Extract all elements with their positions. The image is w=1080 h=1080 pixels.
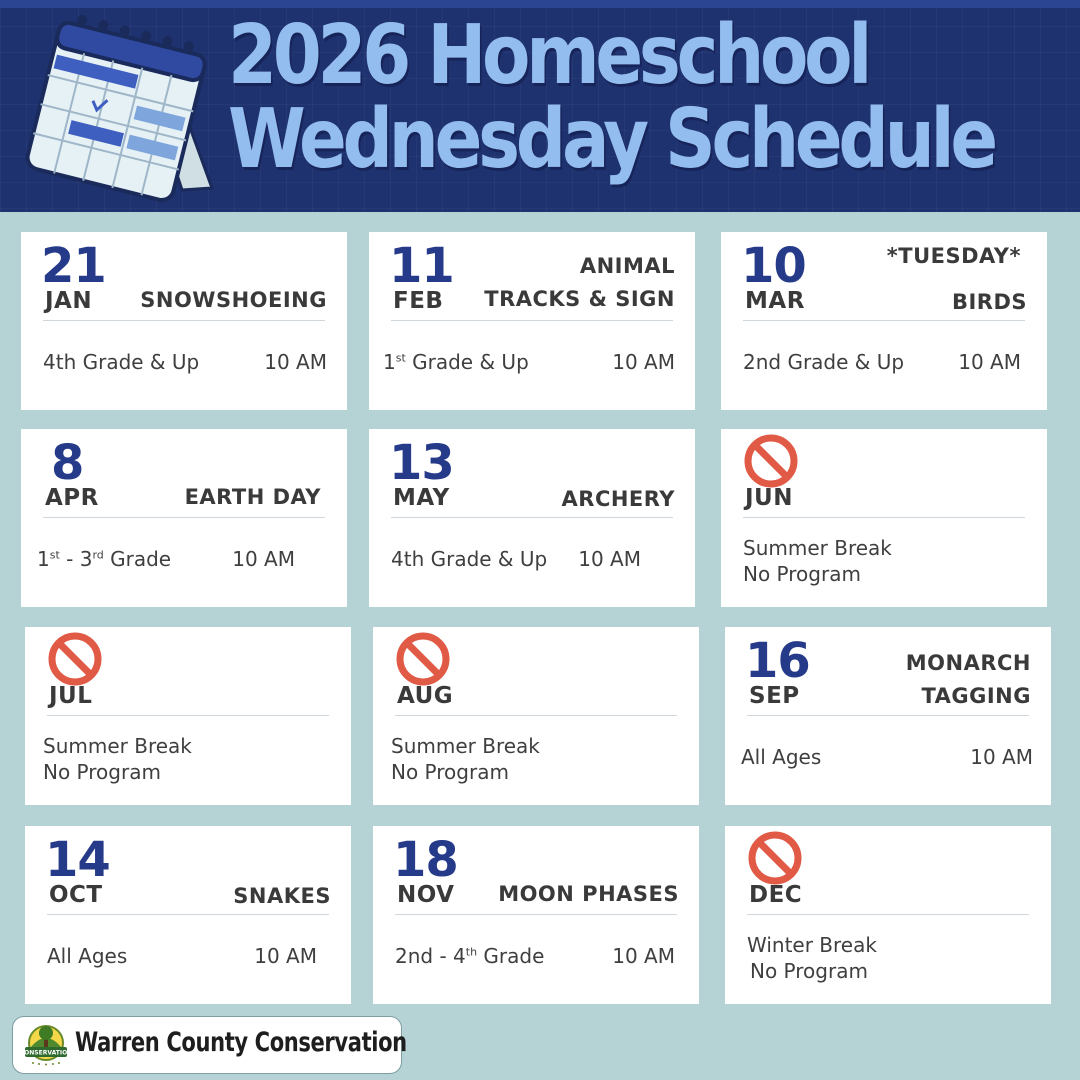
header-banner [0,0,1080,212]
grade-label [395,944,544,968]
grade-number: 1 [383,350,396,374]
conservation-badge-icon [19,1023,73,1067]
grade-ordinal: st [49,548,60,562]
time-label: 10 AM [232,547,295,571]
grade-range: - 3 [59,547,93,571]
grade-label: All Ages [47,944,128,968]
divider [743,517,1025,518]
time-label: 10 AM [970,745,1033,769]
no-symbol-icon [47,631,103,687]
schedule-card-nov [373,826,699,1004]
time-label: 10 AM [958,350,1021,374]
no-program-note [747,932,877,984]
event-note: *TUESDAY* [886,244,1021,268]
day-number: 13 [389,435,454,491]
schedule-card-may [369,429,695,607]
note-line-1: Winter Break [747,933,877,957]
day-number: 16 [745,633,810,689]
month-label: APR [45,485,99,511]
no-symbol-icon [747,830,803,886]
title-line-2: Wednesday Schedule [228,92,994,187]
event-title: MOON PHASES [498,882,679,906]
day-number: 10 [741,238,806,294]
schedule-card-jul [25,627,351,805]
time-label: 10 AM [578,547,641,571]
event-title-line-1: MONARCH [905,651,1031,675]
schedule-card-jun [721,429,1047,607]
divider [747,914,1029,915]
org-logo [12,1016,407,1074]
event-title: SNAKES [233,884,331,908]
calendar-icon [22,8,222,208]
org-name: Warren County Conservation [75,1027,407,1058]
schedule-card-dec [725,826,1051,1004]
month-label: JUL [49,683,93,709]
grade-ordinal: st [395,351,406,365]
note-line-2: No Program [750,959,868,983]
event-title [906,647,1031,713]
divider [47,715,329,716]
month-label: FEB [393,288,444,314]
divider [43,320,325,321]
day-number: 8 [51,435,84,491]
event-title: ARCHERY [561,487,675,511]
day-number: 11 [389,238,454,294]
header-top-line [0,0,1080,8]
divider [395,715,677,716]
day-number: 21 [41,238,106,294]
time-label: 10 AM [264,350,327,374]
grade-label [383,350,529,374]
day-number: 14 [45,832,110,888]
month-label: MAY [393,485,450,511]
grade-label: 4th Grade & Up [391,547,548,571]
no-symbol-icon [743,433,799,489]
time-label: 10 AM [612,350,675,374]
time-label: 10 AM [612,944,675,968]
month-label: AUG [397,683,454,709]
time-label: 10 AM [254,944,317,968]
divider [43,517,325,518]
note-line-1: Summer Break [391,734,540,758]
note-line-2: No Program [391,760,509,784]
divider [747,715,1029,716]
divider [743,320,1025,321]
month-label: DEC [749,882,803,908]
event-title: BIRDS [951,290,1027,314]
schedule-card-apr [21,429,347,607]
no-program-note [43,733,192,785]
grade-label: 2nd Grade & Up [743,350,905,374]
schedule-card-jan [21,232,347,410]
month-label: MAR [745,288,805,314]
month-label: JUN [745,485,793,511]
divider [391,320,673,321]
no-program-note [743,535,892,587]
grade-ordinal: th [465,945,478,959]
grade-text: Grade & Up [405,350,529,374]
event-title-line-2: TRACKS & SIGN [484,287,675,311]
title-line-1: 2026 Homeschool [228,8,869,103]
schedule-card-oct [25,826,351,1004]
month-label: NOV [397,882,455,908]
divider [391,517,673,518]
grade-text: Grade [103,547,172,571]
month-label: OCT [49,882,103,908]
event-title-line-2: TAGGING [921,684,1031,708]
month-label: SEP [749,683,800,709]
note-line-1: Summer Break [743,536,892,560]
divider [395,914,677,915]
event-title: SNOWSHOEING [140,288,327,312]
grade-number: 1 [37,547,50,571]
grade-range: 2nd - 4 [395,944,466,968]
no-symbol-icon [395,631,451,687]
divider [47,914,329,915]
schedule-card-sep [725,627,1051,805]
note-line-2: No Program [43,760,161,784]
grade-text: Grade [477,944,545,968]
schedule-card-aug [373,627,699,805]
grade-label: 4th Grade & Up [43,350,200,374]
event-title-line-1: ANIMAL [579,254,675,278]
schedule-card-feb [369,232,695,410]
note-line-2: No Program [743,562,861,586]
month-label: JAN [45,288,93,314]
no-program-note [391,733,540,785]
grade-label [37,547,171,571]
grade-label: All Ages [741,745,822,769]
event-title: EARTH DAY [184,485,321,509]
badge-text: CONSERVATION [19,1049,73,1057]
schedule-card-mar [721,232,1047,410]
note-line-1: Summer Break [43,734,192,758]
event-title [484,250,675,316]
grade-ordinal-2: rd [92,548,104,562]
page-title [228,8,994,187]
day-number: 18 [393,832,458,888]
